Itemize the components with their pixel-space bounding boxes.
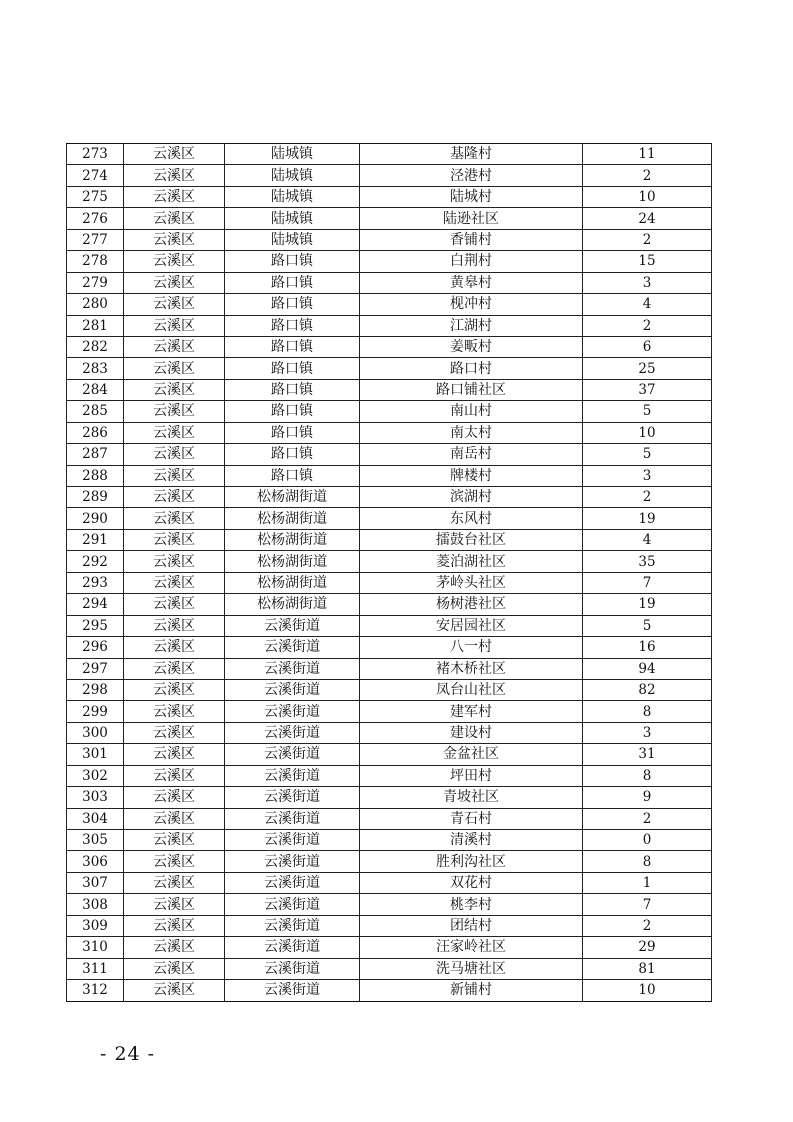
row-index-cell: 303 [67,787,124,808]
town-cell: 路口镇 [225,465,360,486]
village-cell: 汪家岭社区 [360,937,583,958]
district-cell: 云溪区 [124,937,225,958]
village-cell: 基隆村 [360,144,583,165]
count-cell: 4 [583,529,712,550]
village-cell: 杨树港社区 [360,594,583,615]
count-cell: 1 [583,872,712,893]
town-cell: 云溪街道 [225,722,360,743]
village-cell: 东风村 [360,508,583,529]
row-index-cell: 311 [67,958,124,979]
table-row [67,251,712,272]
count-cell: 5 [583,444,712,465]
district-cell: 云溪区 [124,872,225,893]
row-index-cell: 295 [67,615,124,636]
town-cell: 云溪街道 [225,658,360,679]
row-index-cell: 282 [67,336,124,357]
district-cell: 云溪区 [124,251,225,272]
town-cell: 云溪街道 [225,679,360,700]
town-cell: 云溪街道 [225,980,360,1001]
count-cell: 2 [583,808,712,829]
count-cell: 29 [583,937,712,958]
town-cell: 陆城镇 [225,208,360,229]
district-cell: 云溪区 [124,379,225,400]
village-cell: 牌楼村 [360,465,583,486]
town-cell: 云溪街道 [225,765,360,786]
village-cell: 凤台山社区 [360,679,583,700]
village-cell: 安居园社区 [360,615,583,636]
village-cell: 建设村 [360,722,583,743]
table-row [67,894,712,915]
district-cell: 云溪区 [124,744,225,765]
village-cell: 褚木桥社区 [360,658,583,679]
count-cell: 10 [583,186,712,207]
district-cell: 云溪区 [124,830,225,851]
row-index-cell: 281 [67,315,124,336]
page-number: - 24 - [100,1043,156,1065]
table-row [67,679,712,700]
town-cell: 云溪街道 [225,958,360,979]
village-cell: 江湖村 [360,315,583,336]
town-cell: 路口镇 [225,251,360,272]
district-cell: 云溪区 [124,787,225,808]
count-cell: 25 [583,358,712,379]
count-cell: 2 [583,229,712,250]
village-cell: 坪田村 [360,765,583,786]
table-row [67,508,712,529]
table-row [67,722,712,743]
district-cell: 云溪区 [124,208,225,229]
village-cell: 桃李村 [360,894,583,915]
count-cell: 2 [583,165,712,186]
district-cell: 云溪区 [124,915,225,936]
count-cell: 31 [583,744,712,765]
town-cell: 松杨湖街道 [225,551,360,572]
village-cell: 香铺村 [360,229,583,250]
town-cell: 云溪街道 [225,872,360,893]
district-cell: 云溪区 [124,615,225,636]
town-cell: 云溪街道 [225,615,360,636]
count-cell: 7 [583,894,712,915]
row-index-cell: 312 [67,980,124,1001]
row-index-cell: 307 [67,872,124,893]
row-index-cell: 309 [67,915,124,936]
village-cell: 南岳村 [360,444,583,465]
district-cell: 云溪区 [124,572,225,593]
count-cell: 24 [583,208,712,229]
town-cell: 松杨湖街道 [225,487,360,508]
table-row [67,444,712,465]
count-cell: 3 [583,722,712,743]
village-cell: 陆逊社区 [360,208,583,229]
count-cell: 35 [583,551,712,572]
town-cell: 路口镇 [225,336,360,357]
table-row [67,315,712,336]
village-cell: 滨湖村 [360,487,583,508]
table-row [67,980,712,1001]
row-index-cell: 293 [67,572,124,593]
count-cell: 15 [583,251,712,272]
table-row [67,336,712,357]
village-cell: 双花村 [360,872,583,893]
count-cell: 2 [583,315,712,336]
count-cell: 2 [583,915,712,936]
district-cell: 云溪区 [124,186,225,207]
district-cell: 云溪区 [124,315,225,336]
town-cell: 云溪街道 [225,851,360,872]
district-cell: 云溪区 [124,658,225,679]
table-row [67,808,712,829]
town-cell: 陆城镇 [225,144,360,165]
district-cell: 云溪区 [124,401,225,422]
town-cell: 松杨湖街道 [225,594,360,615]
row-index-cell: 302 [67,765,124,786]
row-index-cell: 296 [67,637,124,658]
district-cell: 云溪区 [124,358,225,379]
row-index-cell: 274 [67,165,124,186]
row-index-cell: 277 [67,229,124,250]
town-cell: 松杨湖街道 [225,508,360,529]
row-index-cell: 291 [67,529,124,550]
district-cell: 云溪区 [124,594,225,615]
village-cell: 团结村 [360,915,583,936]
count-cell: 5 [583,615,712,636]
village-cell: 路口铺社区 [360,379,583,400]
table-row [67,465,712,486]
village-cell: 白荆村 [360,251,583,272]
count-cell: 3 [583,465,712,486]
table-row [67,487,712,508]
row-index-cell: 278 [67,251,124,272]
count-cell: 19 [583,508,712,529]
row-index-cell: 286 [67,422,124,443]
table-body [67,144,712,1002]
count-cell: 11 [583,144,712,165]
count-cell: 10 [583,422,712,443]
town-cell: 云溪街道 [225,701,360,722]
table-row [67,551,712,572]
count-cell: 2 [583,487,712,508]
count-cell: 16 [583,637,712,658]
town-cell: 路口镇 [225,315,360,336]
district-cell: 云溪区 [124,229,225,250]
count-cell: 5 [583,401,712,422]
count-cell: 6 [583,336,712,357]
table-row [67,144,712,165]
district-cell: 云溪区 [124,722,225,743]
district-cell: 云溪区 [124,958,225,979]
table-row [67,637,712,658]
row-index-cell: 300 [67,722,124,743]
count-cell: 3 [583,272,712,293]
district-cell: 云溪区 [124,487,225,508]
row-index-cell: 289 [67,487,124,508]
count-cell: 9 [583,787,712,808]
row-index-cell: 280 [67,294,124,315]
district-cell: 云溪区 [124,529,225,550]
district-cell: 云溪区 [124,294,225,315]
village-cell: 菱泊湖社区 [360,551,583,572]
town-cell: 云溪街道 [225,787,360,808]
count-cell: 8 [583,701,712,722]
town-cell: 路口镇 [225,294,360,315]
town-cell: 云溪街道 [225,894,360,915]
row-index-cell: 284 [67,379,124,400]
count-cell: 0 [583,830,712,851]
district-cell: 云溪区 [124,980,225,1001]
row-index-cell: 283 [67,358,124,379]
table-row [67,165,712,186]
row-index-cell: 292 [67,551,124,572]
row-index-cell: 297 [67,658,124,679]
district-cell: 云溪区 [124,272,225,293]
village-cell: 路口村 [360,358,583,379]
table-row [67,744,712,765]
count-cell: 7 [583,572,712,593]
table-row [67,915,712,936]
town-cell: 云溪街道 [225,830,360,851]
row-index-cell: 294 [67,594,124,615]
village-cell: 茅岭头社区 [360,572,583,593]
town-cell: 松杨湖街道 [225,529,360,550]
village-cell: 新铺村 [360,980,583,1001]
district-cell: 云溪区 [124,637,225,658]
table-row [67,208,712,229]
count-cell: 82 [583,679,712,700]
row-index-cell: 301 [67,744,124,765]
district-cell: 云溪区 [124,894,225,915]
count-cell: 8 [583,851,712,872]
table-row [67,401,712,422]
count-cell: 8 [583,765,712,786]
table-row [67,594,712,615]
row-index-cell: 306 [67,851,124,872]
count-cell: 10 [583,980,712,1001]
town-cell: 路口镇 [225,379,360,400]
town-cell: 陆城镇 [225,165,360,186]
town-cell: 云溪街道 [225,808,360,829]
district-cell: 云溪区 [124,851,225,872]
row-index-cell: 299 [67,701,124,722]
village-cell: 金盆社区 [360,744,583,765]
village-cell: 建军村 [360,701,583,722]
town-cell: 松杨湖街道 [225,572,360,593]
table-row [67,872,712,893]
table-row [67,958,712,979]
table-row [67,787,712,808]
table-row [67,379,712,400]
district-cell: 云溪区 [124,508,225,529]
district-cell: 云溪区 [124,551,225,572]
village-cell: 青石村 [360,808,583,829]
count-cell: 19 [583,594,712,615]
table-row [67,186,712,207]
table-row [67,529,712,550]
table-row [67,358,712,379]
row-index-cell: 275 [67,186,124,207]
table-row [67,830,712,851]
village-cell: 擂鼓台社区 [360,529,583,550]
row-index-cell: 290 [67,508,124,529]
village-cell: 枧冲村 [360,294,583,315]
count-cell: 81 [583,958,712,979]
count-cell: 37 [583,379,712,400]
table-row [67,851,712,872]
village-cell: 姜畈村 [360,336,583,357]
town-cell: 路口镇 [225,401,360,422]
district-cell: 云溪区 [124,679,225,700]
district-cell: 云溪区 [124,808,225,829]
row-index-cell: 310 [67,937,124,958]
table-row [67,272,712,293]
row-index-cell: 279 [67,272,124,293]
row-index-cell: 308 [67,894,124,915]
district-cell: 云溪区 [124,422,225,443]
town-cell: 路口镇 [225,358,360,379]
district-cell: 云溪区 [124,701,225,722]
town-cell: 路口镇 [225,272,360,293]
town-cell: 路口镇 [225,444,360,465]
district-cell: 云溪区 [124,165,225,186]
table-row [67,615,712,636]
count-cell: 94 [583,658,712,679]
table-row [67,658,712,679]
village-cell: 青坡社区 [360,787,583,808]
village-cell: 八一村 [360,637,583,658]
town-cell: 云溪街道 [225,915,360,936]
row-index-cell: 298 [67,679,124,700]
village-cell: 南山村 [360,401,583,422]
town-cell: 云溪街道 [225,937,360,958]
village-cell: 黄皋村 [360,272,583,293]
town-cell: 陆城镇 [225,229,360,250]
table-row [67,422,712,443]
row-index-cell: 285 [67,401,124,422]
row-index-cell: 273 [67,144,124,165]
village-cell: 泾港村 [360,165,583,186]
table-row [67,294,712,315]
data-table [66,143,712,1002]
town-cell: 陆城镇 [225,186,360,207]
village-cell: 洗马塘社区 [360,958,583,979]
village-cell: 陆城村 [360,186,583,207]
count-cell: 4 [583,294,712,315]
table-row [67,765,712,786]
table-row [67,572,712,593]
row-index-cell: 276 [67,208,124,229]
row-index-cell: 304 [67,808,124,829]
row-index-cell: 288 [67,465,124,486]
village-cell: 南太村 [360,422,583,443]
village-cell: 清溪村 [360,830,583,851]
district-cell: 云溪区 [124,465,225,486]
district-cell: 云溪区 [124,336,225,357]
town-cell: 云溪街道 [225,637,360,658]
district-cell: 云溪区 [124,765,225,786]
table-row [67,701,712,722]
table-row [67,229,712,250]
district-cell: 云溪区 [124,444,225,465]
village-cell: 胜利沟社区 [360,851,583,872]
town-cell: 云溪街道 [225,744,360,765]
town-cell: 路口镇 [225,422,360,443]
district-cell: 云溪区 [124,144,225,165]
row-index-cell: 305 [67,830,124,851]
row-index-cell: 287 [67,444,124,465]
table-row [67,937,712,958]
